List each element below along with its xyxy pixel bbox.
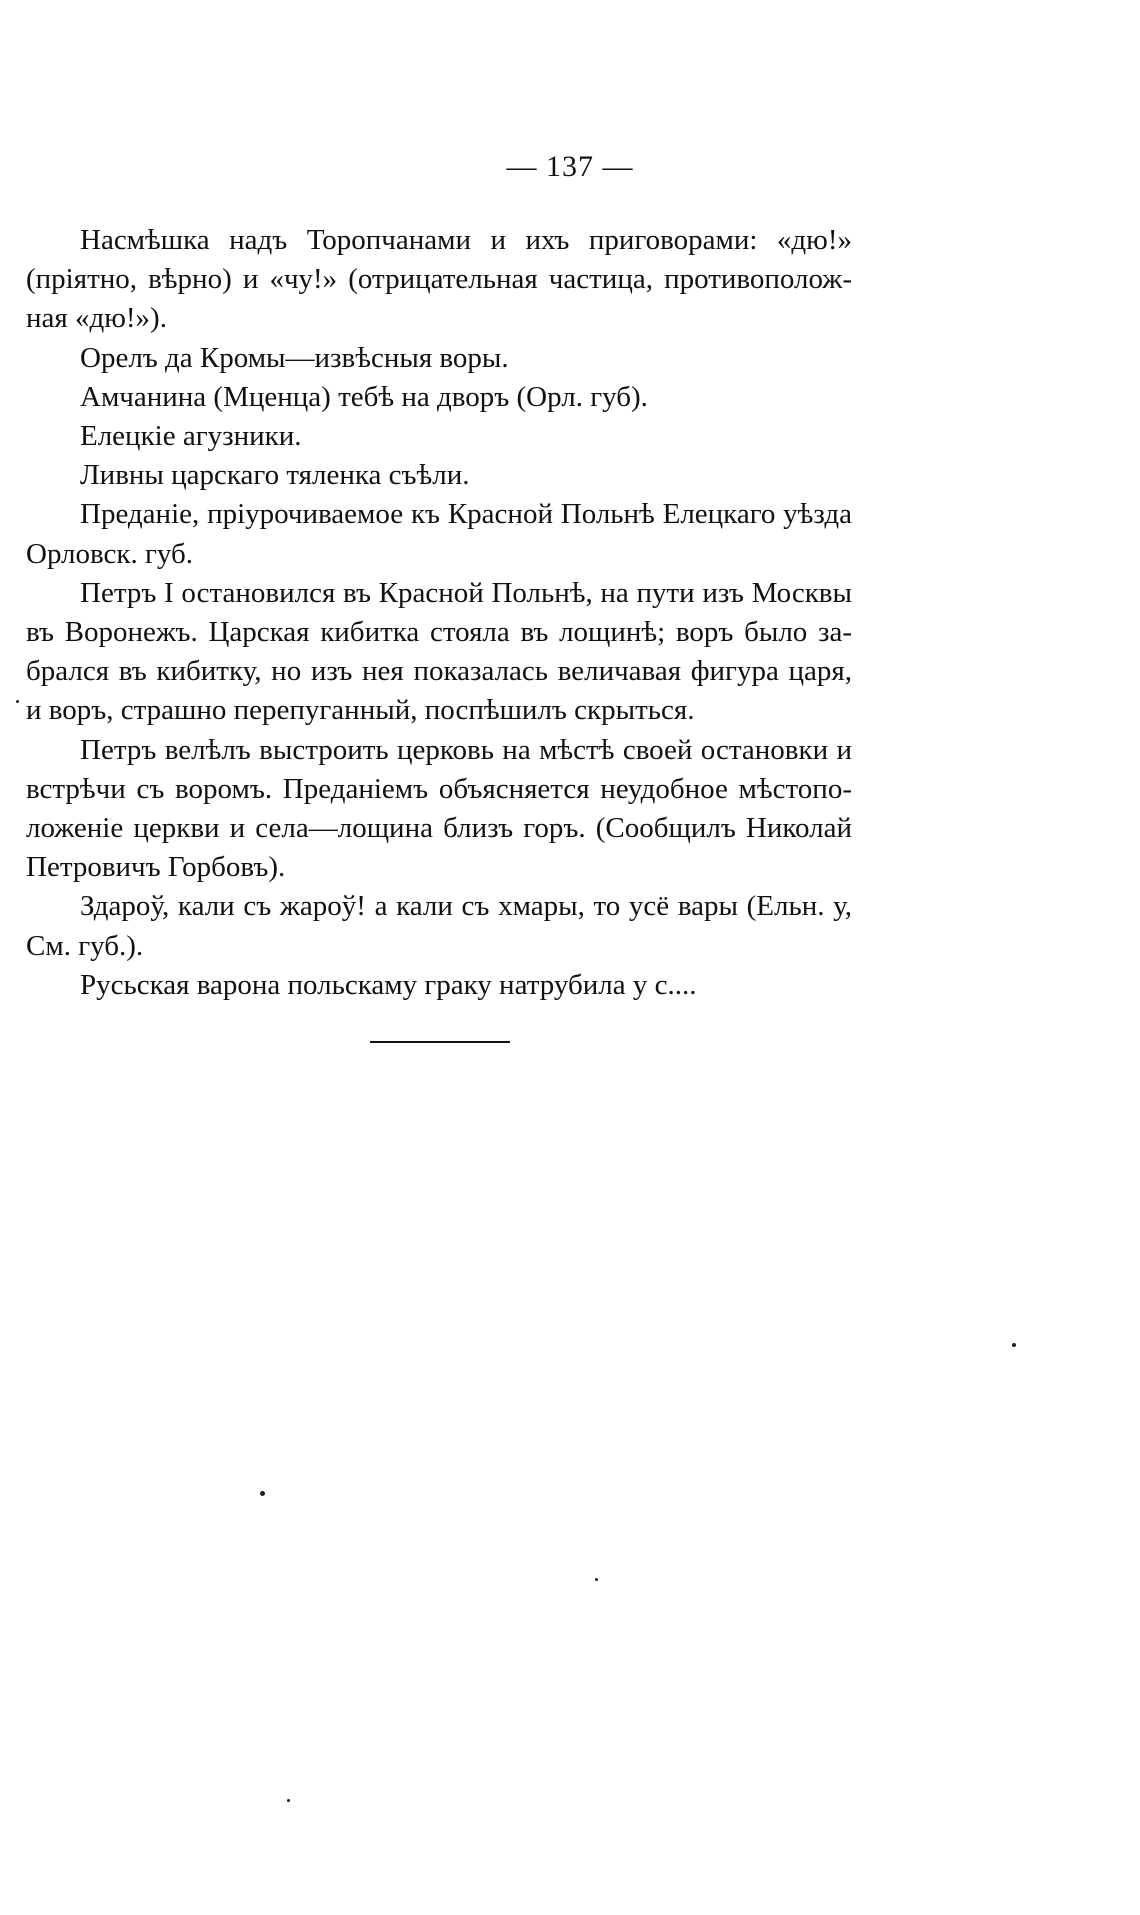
paragraph: Петръ I остановился въ Красной Польнѣ, на пути изъ Москвы въ Воронежъ. Царская кибитка стояла въ лощинѣ; воръ было забрался въ кибитку, но изъ нея показалась величавая фигура царя, и воръ, страшно перепуганный, поспѣшилъ скрыться. bbox=[26, 576, 852, 727]
paragraph: Амчанина (Мценца) тебѣ на дворъ (Орл. губ). bbox=[80, 380, 648, 413]
paragraph: Елецкіе агузники. bbox=[80, 420, 302, 453]
paragraph: Ливны царскаго тяленка съѣли. bbox=[80, 459, 470, 492]
paragraph: Орелъ да Кромы—извѣсныя воры. bbox=[80, 341, 509, 374]
section-end-rule bbox=[370, 1041, 510, 1043]
paragraph: Петръ велѣлъ выстроить церковь на мѣстѣ своей остановки и встрѣчи съ воромъ. Преданіемъ объясняется неудобное мѣстоположеніе церкви и села—лощина близъ горъ. (Сообщилъ Николай Петровичъ Горбовъ). bbox=[26, 733, 852, 884]
page-number: — 137 — bbox=[506, 150, 634, 183]
scan-speck bbox=[595, 1578, 598, 1581]
scan-speck bbox=[260, 1491, 265, 1496]
scan-speck bbox=[287, 1799, 290, 1802]
paragraph: Русьская варона польскаму граку натрубила у с.... bbox=[80, 968, 697, 1001]
body-text bbox=[26, 221, 852, 1005]
paragraph: Здароў, кали съ жароў! а кали съ хмары, то усё вары (Ельн. у, См. губ.). bbox=[26, 890, 852, 962]
scan-speck bbox=[1012, 1343, 1016, 1347]
scan-speck bbox=[16, 700, 19, 703]
paragraph: Насмѣшка надъ Торопчанами и ихъ приговорами: «дю!» (пріятно, вѣрно) и «чу!» (отрицательная частица, противоположная «дю!»). bbox=[26, 224, 852, 335]
paragraph: Преданіе, пріурочиваемое къ Красной Польнѣ Елецкаго уѣзда Орловск. губ. bbox=[26, 498, 852, 570]
